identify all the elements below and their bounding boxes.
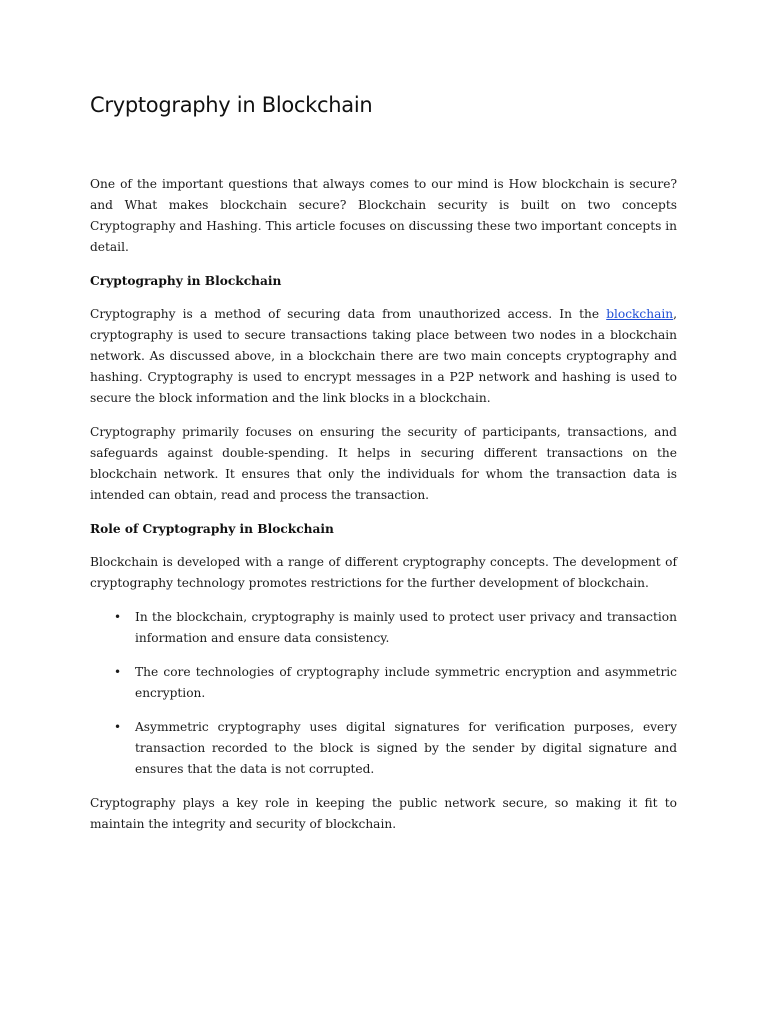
paragraph-text-after-link: , cryptography is used to secure transactions taking place between two nodes in a blockchain network. As discussed above, in a blockchain there are two main concepts cryptography and hashing. Cryptography is used to encrypt messages in a P2P network and hashing is used to secure the block information and the link blocks in a blockchain. (90, 307, 677, 405)
cryptography-focus-paragraph: Cryptography primarily focuses on ensuring the security of participants, transactions, and safeguards against double-spending. It helps in securing different transactions on the blockchain network. It ensures that only the individuals for whom the transaction data is intended can obtain, read and process the transaction. (90, 425, 677, 502)
list-item (90, 662, 677, 704)
list-item-text: The core technologies of cryptography include symmetric encryption and asymmetric encryption. (135, 665, 677, 700)
role-bullet-list (90, 607, 677, 780)
section-heading-role: Role of Cryptography in Blockchain (90, 522, 334, 536)
role-intro-paragraph: Blockchain is developed with a range of different cryptography concepts. The development of cryptography technology promotes restrictions for the further development of blockchain. (90, 555, 677, 590)
intro-paragraph: One of the important questions that always comes to our mind is How blockchain is secure? and What makes blockchain secure? Blockchain security is built on two concepts Cryptography and Hashing. This article focuses on discussing these two important concepts in detail. (90, 177, 677, 254)
cryptography-definition-paragraph (90, 304, 677, 409)
bullet-icon: • (114, 665, 122, 679)
list-item (90, 607, 677, 649)
section-heading-cryptography: Cryptography in Blockchain (90, 274, 282, 288)
list-item-text: In the blockchain, cryptography is mainly used to protect user privacy and transaction information and ensure data consistency. (135, 610, 677, 645)
list-item-text: Asymmetric cryptography uses digital signatures for verification purposes, every transaction recorded to the block is signed by the sender by digital signature and ensures that the data is not corrupted. (135, 720, 677, 776)
list-item (90, 717, 677, 780)
document-title: Cryptography in Blockchain (90, 93, 373, 117)
document-body (90, 174, 677, 848)
bullet-icon: • (114, 720, 122, 734)
closing-paragraph: Cryptography plays a key role in keeping the public network secure, so making it fit to maintain the integrity and security of blockchain. (90, 796, 677, 831)
blockchain-link[interactable]: blockchain (606, 307, 674, 321)
paragraph-text-before-link: Cryptography is a method of securing data from unauthorized access. In the (90, 307, 607, 321)
bullet-icon: • (114, 610, 122, 624)
